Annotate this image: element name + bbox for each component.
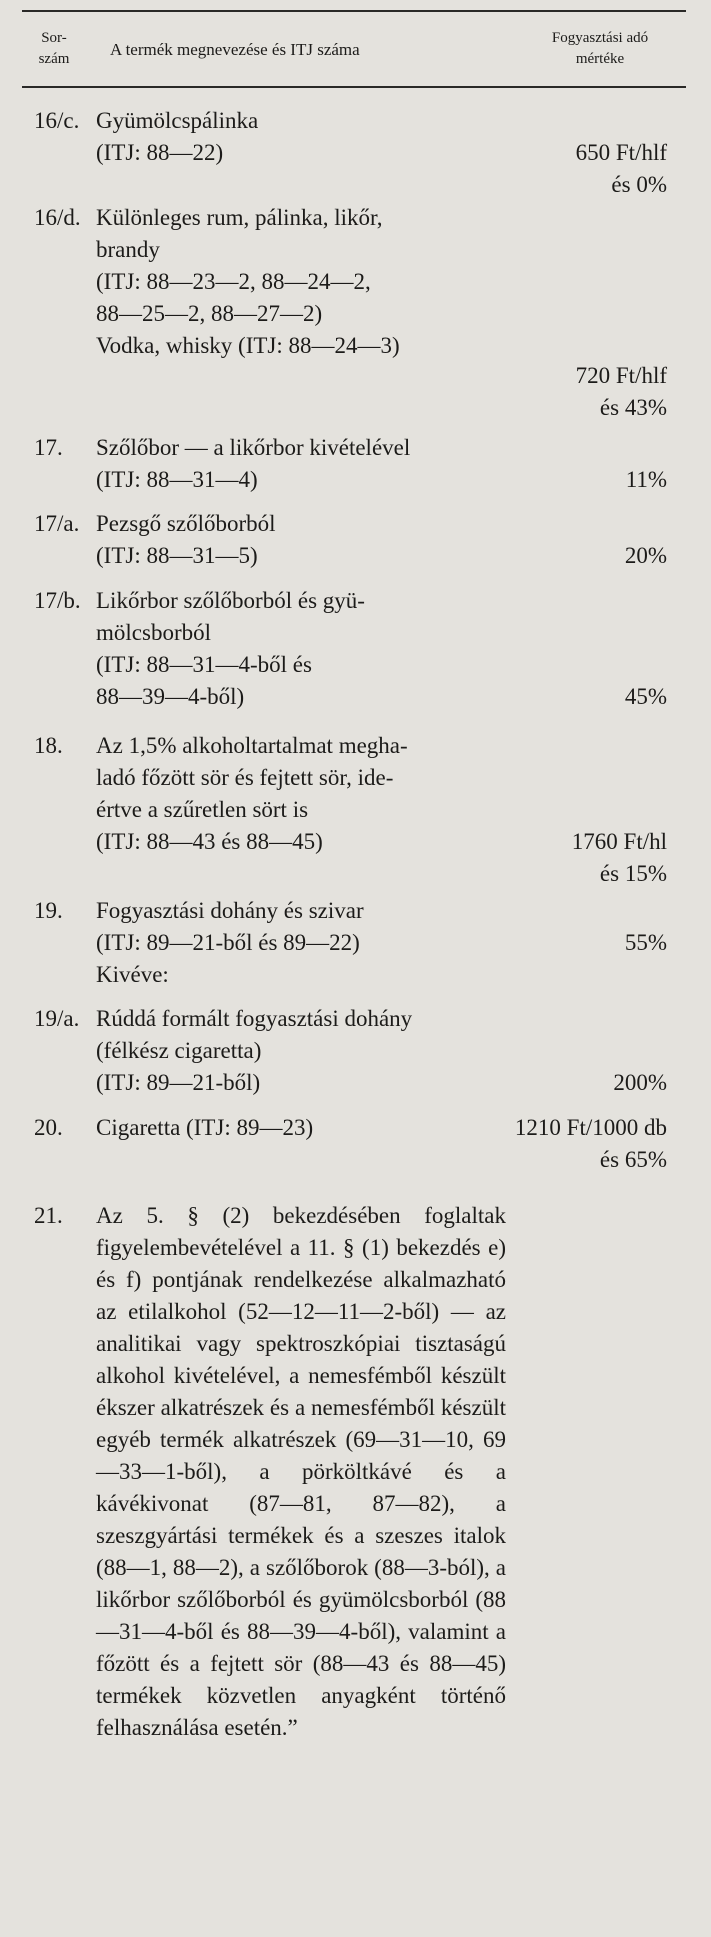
row-description: Cigaretta (ITJ: 89—23) <box>96 1115 314 1140</box>
row-number: 17. <box>34 435 63 460</box>
row-number: 18. <box>34 733 63 758</box>
row-tax-rate: 20% <box>624 543 667 568</box>
row-number: 21. <box>34 1203 63 1228</box>
row-tax-rate: 1210 Ft/1000 db és 65% <box>514 1115 667 1172</box>
row-number: 17/a. <box>34 511 80 536</box>
header-serial-number: Sor- szám <box>38 30 70 67</box>
row-tax-rate: 1760 Ft/hl és 15% <box>571 829 667 886</box>
row-tax-rate: 55% <box>624 930 667 955</box>
row-tax-rate: 45% <box>624 684 667 709</box>
row-tax-rate: 11% <box>625 467 667 492</box>
row-number: 16/c. <box>34 108 80 133</box>
row-description: Az 1,5% alkoholtartalmat megha- ladó főzött sör és fejtett sör, ide- értve a szűretlen sört is (ITJ: 88—43 és 88—45) <box>96 733 408 854</box>
row-number: 16/d. <box>34 205 81 230</box>
row-number: 19/a. <box>34 1006 80 1031</box>
row-number: 20. <box>34 1115 63 1140</box>
table-header <box>0 0 711 90</box>
header-product-name: A termék megnevezése és ITJ száma <box>110 40 360 59</box>
row-description: Különleges rum, pálinka, likőr, brandy (ITJ: 88—23—2, 88—24—2, 88—25—2, 88—27—2) Vodka, whisky (ITJ: 88—24—3) <box>96 205 400 358</box>
row-description: Gyümölcspálinka (ITJ: 88—22) <box>96 108 259 165</box>
row-description: Fogyasztási dohány és szivar (ITJ: 89—21-ből és 89—22) Kivéve: <box>96 898 364 987</box>
row-tax-rate: 200% <box>613 1070 667 1095</box>
row-description: Pezsgő szőlőborból (ITJ: 88—31—5) <box>96 511 276 568</box>
row-tax-rate: 650 Ft/hlf és 0% <box>575 140 667 197</box>
row-number: 19. <box>34 898 63 923</box>
row-description: Rúddá formált fogyasztási dohány (félkész cigaretta) (ITJ: 89—21-ből) <box>96 1006 413 1095</box>
header-top-rule <box>22 10 686 12</box>
header-tax-rate: Fogyasztási adó mértéke <box>551 30 649 67</box>
row-description: Szőlőbor — a likőrbor kivételével (ITJ: 88—31—4) <box>96 435 411 492</box>
row-description: Az 5. § (2) bekezdésében foglaltak figyelembevételével a 11. § (1) bekezdés e) és f) pontjának rendelkezése alkalmazható az etilalkohol (52—12—11—2-ből) — az analitikai vagy spektroszkópiai tisztaságú alkohol kivételével, a nemesfémből készült ékszer alkatrészek és a nemesfémből készült egyéb termék alkatrészek (69—31—10, 69—33—1-ből), a pörköltkávé és a kávékivonat (87—81, 87—82), a szeszgyártási termékek és a szeszes italok (88—1, 88—2), a szőlőborok (88—3-ból), a likőrbor szőlőborból és gyümölcsborból (88—31—4-ből és 88—39—4-ből), valamint a főzött és a fejtett sör (88—43 és 88—45) termékek közvetlen anyagként történő felhasználása esetén.” <box>96 1203 506 1740</box>
header-bottom-rule <box>22 86 686 88</box>
row-tax-rate: 720 Ft/hlf és 43% <box>575 363 667 420</box>
row-description: Likőrbor szőlőborból és gyü- mölcsborból (ITJ: 88—31—4-ből és 88—39—4-ből) <box>96 588 365 709</box>
row-number: 17/b. <box>34 588 81 613</box>
